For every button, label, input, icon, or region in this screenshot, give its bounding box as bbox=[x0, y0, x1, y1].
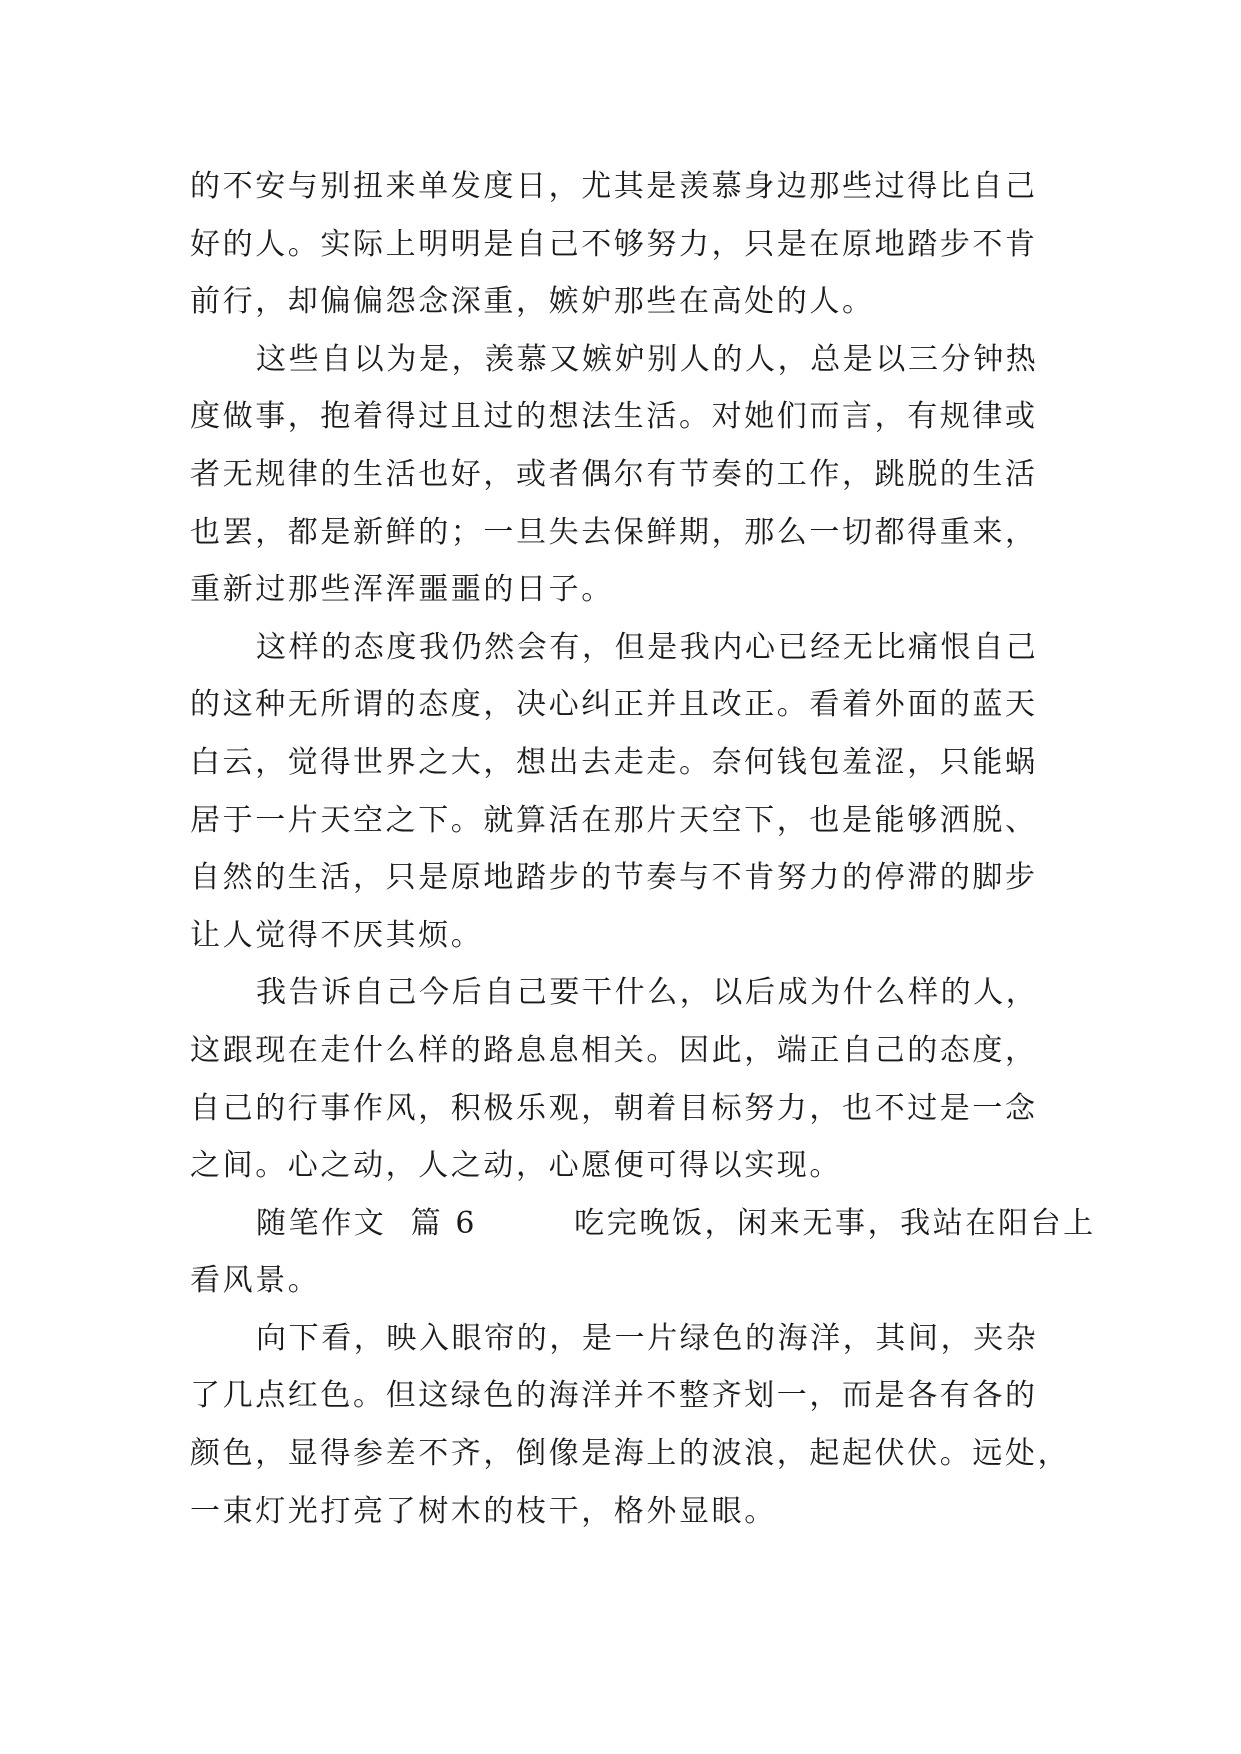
text-line: 自己的行事作风，积极乐观，朝着目标努力，也不过是一念 bbox=[190, 1090, 1038, 1126]
text-line: 者无规律的生活也好，或者偶尔有节奏的工作，跳脱的生活 bbox=[190, 456, 1038, 492]
text-line: 自然的生活，只是原地踏步的节奏与不肯努力的停滞的脚步 bbox=[190, 860, 1038, 896]
paragraph-first-line: 向下看，映入眼帘的，是一片绿色的海洋，其间，夹杂 bbox=[256, 1320, 1039, 1356]
text-line: 前行，却偏偏怨念深重，嫉妒那些在高处的人。 bbox=[190, 284, 875, 320]
paragraph-first-line: 这些自以为是，羡慕又嫉妒别人的人，总是以三分钟热 bbox=[256, 341, 1039, 377]
text-line: 颜色，显得参差不齐，倒像是海上的波浪，起起伏伏。远处， bbox=[190, 1436, 1071, 1472]
text-line: 的这种无所谓的态度，决心纠正并且改正。看着外面的蓝天 bbox=[190, 687, 1038, 723]
text-line: 居于一片天空之下。就算活在那片天空下，也是能够洒脱、 bbox=[190, 802, 1038, 838]
section-heading-line: 随笔作文 篇 6 吃完晚饭，闲来无事，我站在阳台上 bbox=[256, 1205, 1096, 1241]
document-body bbox=[190, 158, 1096, 1540]
text-line: 这跟现在走什么样的路息息相关。因此，端正自己的态度， bbox=[190, 1032, 1038, 1068]
text-line: 一束灯光打亮了树木的枝干，格外显眼。 bbox=[190, 1493, 777, 1529]
paragraph-first-line: 这样的态度我仍然会有，但是我内心已经无比痛恨自己 bbox=[256, 629, 1039, 665]
text-line: 好的人。实际上明明是自己不够努力，只是在原地踏步不肯 bbox=[190, 226, 1038, 262]
text-line: 白云，觉得世界之大，想出去走走。奈何钱包羞涩，只能蜗 bbox=[190, 744, 1038, 780]
text-line: 之间。心之动，人之动，心愿便可得以实现。 bbox=[190, 1148, 842, 1184]
text-line: 看风景。 bbox=[190, 1263, 321, 1299]
paragraph-first-line: 我告诉自己今后自己要干什么，以后成为什么样的人， bbox=[256, 975, 1039, 1011]
text-line: 也罢，都是新鲜的；一旦失去保鲜期，那么一切都得重来， bbox=[190, 514, 1038, 550]
text-line: 的不安与别扭来单发度日，尤其是羡慕身边那些过得比自己 bbox=[190, 169, 1038, 204]
text-line: 度做事，抱着得过且过的想法生活。对她们而言，有规律或 bbox=[190, 399, 1038, 435]
text-line: 让人觉得不厌其烦。 bbox=[190, 917, 484, 953]
text-line: 重新过那些浑浑噩噩的日子。 bbox=[190, 572, 614, 608]
text-line: 了几点红色。但这绿色的海洋并不整齐划一，而是各有各的 bbox=[190, 1378, 1038, 1414]
